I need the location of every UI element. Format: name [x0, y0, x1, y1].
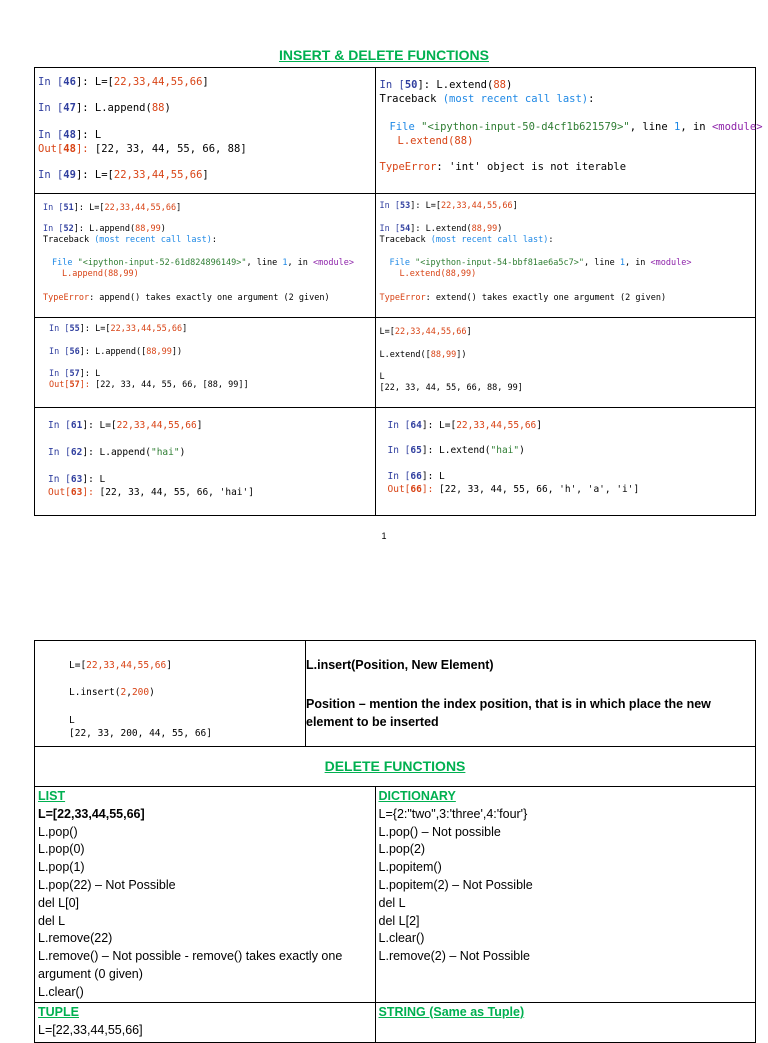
extend-two-args-cell: [375, 194, 755, 318]
code-line: Out[57]: [22, 33, 44, 55, 66, [88, 99]]: [49, 380, 249, 390]
code-line: File "<ipython-input-54-bbf81ae6a5c7>", line 1, in <module>: [389, 258, 692, 268]
code-line: File "<ipython-input-50-d4cf1b621579>", line 1, in <module>: [389, 121, 763, 133]
string-column: [375, 1003, 755, 1043]
code-line: Out[48]: [22, 33, 44, 55, 66, 88]: [38, 143, 247, 155]
delete-line: del L: [38, 913, 66, 928]
code-line: L: [69, 715, 75, 726]
append-cell: [35, 68, 376, 194]
code-line: L.extend(88,99): [399, 269, 477, 279]
code-line: In [56]: L.append([88,99]): [49, 347, 183, 357]
delete-line: L.pop(22) – Not Possible: [38, 877, 176, 892]
code-line: File "<ipython-input-52-61d824896149>", line 1, in <module>: [52, 258, 354, 268]
delete-line: L=[22,33,44,55,66]: [38, 806, 145, 821]
code-line: In [50]: L.extend(88): [379, 79, 513, 91]
insert-description: Position – mention the index position, that is in which place the new element to be inserted: [306, 697, 711, 729]
delete-line: L.remove() – Not possible - remove() takes exactly one argument (0 given): [38, 949, 343, 981]
insert-delete-table: [34, 640, 756, 787]
dictionary-lines: [379, 806, 749, 966]
delete-line: del L[0]: [38, 895, 80, 910]
code-line: [22, 33, 44, 55, 66, 88, 99]: [379, 383, 523, 393]
append-two-args-cell: [35, 194, 376, 318]
code-line: L: [379, 372, 385, 382]
code-line: TypeError: extend() takes exactly one argument (2 given): [379, 293, 667, 303]
code-line: L.insert(2,200): [69, 687, 155, 698]
code-line: In [46]: L=[22,33,44,55,66]: [38, 76, 209, 88]
insert-code-cell: [35, 641, 306, 747]
page-number: 1: [381, 531, 387, 541]
delete-line: L.pop(): [38, 824, 78, 839]
delete-line: L.popitem(): [378, 860, 442, 875]
list-heading: LIST: [38, 789, 66, 803]
delete-table: [34, 786, 756, 1043]
delete-line: del L: [378, 895, 406, 910]
delete-title-cell: [35, 747, 756, 787]
insert-description-cell: [306, 641, 756, 747]
code-line: L=[22,33,44,55,66]: [379, 327, 472, 337]
code-line: Out[63]: [22, 33, 44, 55, 66, 'hai']: [48, 487, 254, 498]
code-line: In [49]: L=[22,33,44,55,66]: [38, 169, 209, 181]
code-line: In [51]: L=[22,33,44,55,66]: [43, 203, 182, 213]
code-line: In [63]: L: [48, 474, 106, 485]
delete-line: L.pop(1): [38, 860, 85, 875]
tuple-line: L=[22,33,44,55,66]: [38, 1022, 143, 1037]
code-line: In [52]: L.append(88,99): [43, 224, 166, 234]
delete-line: L.pop(0): [38, 842, 85, 857]
append-string-cell: [35, 408, 376, 516]
list-column: [35, 787, 376, 1003]
delete-line: L.clear(): [378, 931, 425, 946]
list-lines: [38, 806, 372, 1002]
code-line: Traceback (most recent call last):: [379, 93, 595, 105]
code-line: L.append(88,99): [62, 269, 139, 279]
code-line: In [54]: L.extend(88,99): [379, 224, 503, 234]
page-title: INSERT & DELETE FUNCTIONS: [278, 47, 489, 63]
code-line: In [61]: L=[22,33,44,55,66]: [48, 420, 203, 431]
tuple-column: [35, 1003, 376, 1043]
functions-table: [34, 67, 763, 516]
code-line: [22, 33, 200, 44, 55, 66]: [69, 728, 212, 739]
extend-list-cell: [375, 318, 755, 408]
code-line: In [64]: L=[22,33,44,55,66]: [387, 420, 542, 431]
code-line: L.extend([88,99]): [379, 350, 467, 360]
insert-heading: L.insert(Position, New Element): [306, 658, 494, 672]
tuple-heading: TUPLE: [38, 1005, 79, 1019]
extend-int-cell: [375, 68, 763, 194]
delete-line: L.pop() – Not possible: [378, 824, 501, 839]
code-line: In [47]: L.append(88): [38, 102, 171, 114]
code-line: TypeError: append() takes exactly one argument (2 given): [43, 293, 330, 303]
code-line: L.extend(88): [397, 135, 474, 147]
code-line: TypeError: 'int' object is not iterable: [379, 161, 627, 173]
code-line: In [48]: L: [38, 129, 102, 141]
code-line: In [53]: L=[22,33,44,55,66]: [379, 201, 518, 211]
delete-line: L.clear(): [38, 984, 84, 999]
delete-line: L.pop(2): [378, 842, 426, 857]
code-line: Out[66]: [22, 33, 44, 55, 66, 'h', 'a', 'i']: [387, 484, 640, 495]
delete-line: L.remove(22): [38, 931, 113, 946]
dictionary-column: [375, 787, 755, 1003]
code-line: Traceback (most recent call last):: [43, 235, 218, 245]
string-heading: STRING (Same as Tuple): [378, 1005, 525, 1019]
delete-line: del L[2]: [378, 913, 420, 928]
delete-line: L.remove(2) – Not Possible: [378, 949, 530, 964]
dictionary-heading: DICTIONARY: [378, 789, 456, 803]
code-line: In [66]: L: [387, 471, 445, 482]
delete-line: L={2:"two",3:'three',4:'four'}: [378, 806, 528, 821]
code-line: In [65]: L.extend("hai"): [387, 445, 525, 456]
delete-line: L.popitem(2) – Not Possible: [378, 877, 533, 892]
code-line: In [55]: L=[22,33,44,55,66]: [49, 324, 188, 334]
code-line: In [62]: L.append("hai"): [48, 447, 186, 458]
code-line: L=[22,33,44,55,66]: [69, 660, 172, 671]
extend-string-cell: [375, 408, 755, 516]
code-line: In [57]: L: [49, 369, 101, 379]
code-line: Traceback (most recent call last):: [379, 235, 554, 245]
delete-title: DELETE FUNCTIONS: [324, 757, 466, 774]
append-list-cell: [35, 318, 376, 408]
